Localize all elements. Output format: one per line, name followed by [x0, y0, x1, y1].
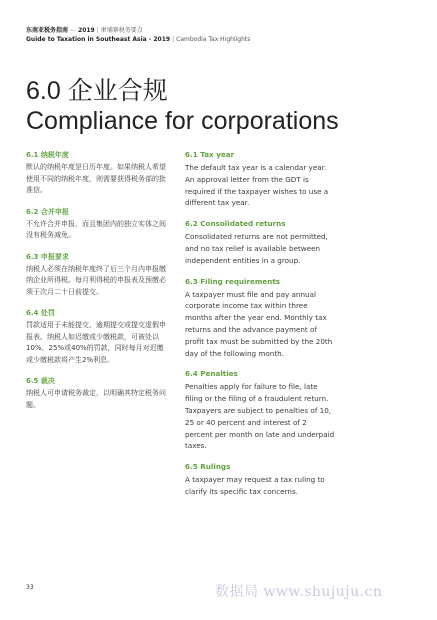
section-body: Penalties apply for failure to file, late filing or the filing of a fraudulent return. Taxpayers are subject to penalties of 10, 25 or 40 percent and interest of 2 percent per month on late and underpaid taxes.: [185, 382, 335, 451]
header-en-subtitle: Cambodia Tax Highlights: [176, 36, 251, 43]
header-cn-title: 东南亚税务指南: [26, 27, 69, 34]
header-cn-line: 东南亚税务指南 — 2019 | 柬埔寨税务要点: [26, 27, 143, 34]
section-filing-en: [185, 277, 335, 360]
header-en-line: Guide to Taxation in Southeast Asia - 2019 | Cambodia Tax Highlights: [26, 36, 251, 43]
page-number: 33: [26, 584, 34, 591]
watermark: 数据局 www.shujuju.cn: [215, 584, 383, 600]
section-body: A taxpayer must file and pay annual corporate income tax within three months after the year end. Monthly tax returns and the advance payment of profit tax must be submitted by the 20th day of the following month.: [185, 289, 333, 358]
header-cn-subtitle: 柬埔寨税务要点: [100, 27, 143, 34]
section-tax-year-cn: [26, 150, 168, 197]
page-title-en: Compliance for corporations: [26, 107, 339, 135]
section-heading: 6.3 申报要求: [26, 252, 69, 261]
section-body: A taxpayer may request a tax ruling to clarify its specific tax concerns.: [185, 475, 325, 496]
section-rulings-cn: [26, 376, 168, 411]
page-title-cn: 6.0 企业合规: [26, 77, 168, 105]
section-heading: 6.5 Rulings: [185, 462, 231, 472]
section-heading: 6.2 Consolidated returns: [185, 219, 286, 229]
section-body: 不允许合并申报，而且集团内的独立实体之间没有税务减免。: [26, 219, 166, 239]
header-cn-year: 2019: [78, 27, 95, 34]
english-column: [185, 150, 335, 508]
section-body: 默认的纳税年度是日历年度。如果纳税人希望使用不同的纳税年度，则需要获得税务部的批准信。: [26, 163, 166, 194]
section-heading: 6.2 合并申报: [26, 207, 69, 216]
section-heading: 6.5 裁决: [26, 377, 55, 385]
section-penalties-en: [185, 369, 335, 452]
section-heading: 6.1 纳税年度: [26, 151, 69, 159]
page-header: [26, 26, 416, 44]
section-heading: 6.4 处罚: [26, 309, 55, 317]
section-body: The default tax year is a calendar year. An approval letter from the GDT is required if the taxpayer wishes to use a different tax year.: [185, 163, 329, 208]
section-consolidated-en: [185, 219, 335, 266]
section-heading: 6.1 Tax year: [185, 150, 235, 159]
section-consolidated-cn: [26, 207, 168, 242]
section-penalties-cn: [26, 308, 168, 366]
section-tax-year-en: [185, 150, 335, 209]
section-body: 纳税人必须在纳税年度终了后三个月内申报缴纳企业所得税。每月利得税的申报表及预缴必须于次月二十日前提交。: [26, 264, 166, 296]
section-body: 罚款适用于未能提交、逾期提交或提交虚假申报表。纳税人如迟缴或少缴税款，可被处以10%、25%或40%的罚款，同时每月对迟缴或少缴税款将产生2%利息。: [26, 321, 166, 364]
section-heading: 6.4 Penalties: [185, 369, 238, 379]
chinese-column: [26, 150, 168, 421]
section-rulings-en: [185, 462, 335, 498]
section-body: Consolidated returns are not permitted, and no tax relief is available between independent entities in a group.: [185, 232, 328, 265]
header-en-title: Guide to Taxation in Southeast Asia - 2019: [26, 36, 171, 43]
section-filing-cn: [26, 252, 168, 299]
section-body: 纳税人可申请税务裁定，以明确其特定税务问题。: [26, 389, 166, 409]
section-heading: 6.3 Filing requirements: [185, 276, 281, 286]
page-title: [26, 76, 426, 136]
